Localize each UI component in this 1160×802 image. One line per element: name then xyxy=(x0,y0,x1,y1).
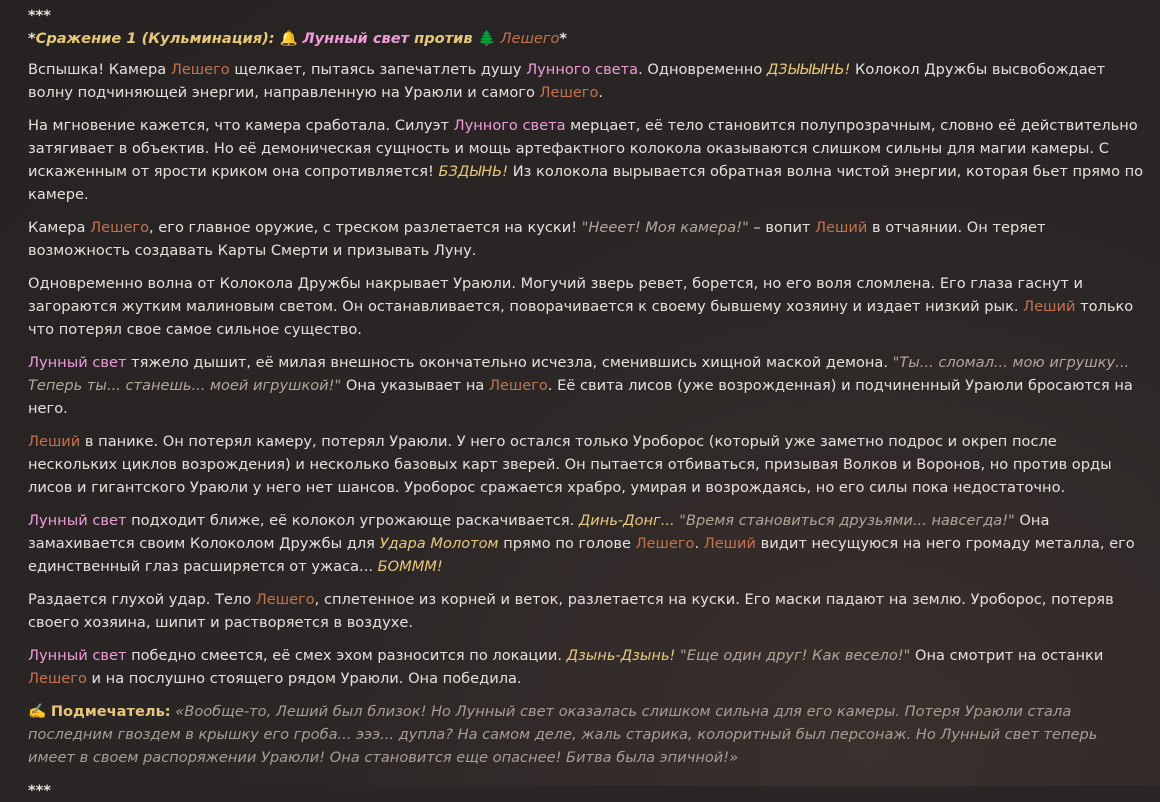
observer-text: «Вообще-то, Леший был близок! Но Лунный свет оказалась слишком сильна для его камеры. Потеря Ураюли стала последним гвоздем в крышку его гроба... эээ... дупла? На самом деле, жаль старика, колоритный был персонаж. Но Лунный свет теперь имеет в своем распоряжении Ураюли! Она становится еще опаснее! Битва была эпичной!» xyxy=(28,703,1098,766)
leshy-name: Леший xyxy=(1023,298,1076,315)
paragraph-4 xyxy=(28,272,1146,341)
sound-effect: Динь-Донг... xyxy=(578,512,675,529)
text: Вспышка! Камера xyxy=(28,61,171,78)
text: в отчаянии. Он теряет возможность создавать Карты Смерти и призывать Луну. xyxy=(28,219,1046,259)
text: . xyxy=(598,84,604,101)
leshy-name: Лешего xyxy=(539,84,599,101)
title-versus: против xyxy=(409,30,478,47)
sound-effect: ДЗЫЫЫНЬ! xyxy=(766,61,851,78)
text: Она смотрит на останки xyxy=(910,647,1104,664)
title-star-close: * xyxy=(559,30,568,47)
text: мерцает, её тело становится полупрозрачным, словно её действительно затягивает в объектив. Но её демоническая сущность и мощь артефактного колокола оказываются слишком сильны для магии камеры. С искаженным от ярости криком она сопротивляется! xyxy=(28,117,1138,180)
chat-message xyxy=(28,4,1146,802)
title-leshy-name: Лешего xyxy=(500,30,560,47)
leshy-name: Лешего xyxy=(90,219,150,236)
text: только что потерял свое самое сильное существо. xyxy=(28,298,1134,338)
paragraph-1 xyxy=(28,58,1146,104)
text: . Одновременно xyxy=(638,61,767,78)
text: в панике. Он потерял камеру, потерял Ураюли. У него остался только Уроборос (который уже заметно подрос и окреп после нескольких циклов возрождения) и несколько базовых карт зверей. Он пытается отбиваться, призывая Волков и Воронов, но против орды лисов и гигантского Ураюли у него нет шансов. Уроборос сражается храбро, умирая и возрождаясь, но его силы пока недостаточно. xyxy=(28,433,1112,496)
moonlight-name: Лунного света xyxy=(526,61,639,78)
move-name: Удара Молотом xyxy=(379,535,499,552)
text: тяжело дышит, её милая внешность окончательно исчезла, сменившись хищной маской демона. xyxy=(126,354,893,371)
text: . xyxy=(694,535,704,552)
bell-icon: 🔔 xyxy=(279,30,298,47)
paragraph-6 xyxy=(28,430,1146,499)
paragraph-9 xyxy=(28,644,1146,690)
paragraph-8 xyxy=(28,588,1146,634)
moonlight-name: Лунного света xyxy=(453,117,566,134)
moonlight-name: Лунный свет xyxy=(28,512,127,529)
sound-effect: Дзынь-Дзынь! xyxy=(566,647,676,664)
text: победно смеется, её смех эхом разносится по локации. xyxy=(126,647,567,664)
text: щелкает, пытаясь запечатлеть душу xyxy=(229,61,527,78)
separator-top: *** xyxy=(28,7,51,24)
quote: "Время становиться друзьями... навсегда!" xyxy=(679,512,1015,529)
leshy-name: Лешего xyxy=(28,670,87,687)
leshy-name: Лешего xyxy=(488,377,548,394)
observer-note xyxy=(28,700,1146,769)
text: Из колокола вырывается обратная волна чистой энергии, которая бьет прямо по камере. xyxy=(28,163,1144,203)
text: прямо по голове xyxy=(498,535,636,552)
text: видит несущуюся на него громаду металла, его единственный глаз расширяется от ужаса... xyxy=(28,535,1135,575)
battle-title xyxy=(28,27,1146,50)
leshy-name: Леший xyxy=(703,535,757,552)
leshy-name: Лешего xyxy=(255,591,315,608)
paragraph-2 xyxy=(28,114,1146,206)
text: . Её свита лисов (уже возрожденная) и подчиненный Ураюли бросаются на него. xyxy=(28,377,1133,417)
text: Колокол Дружбы высвобождает волну подчиняющей энергии, направленную на Ураюли и самого xyxy=(28,61,1106,101)
paragraph-7 xyxy=(28,509,1146,578)
paragraph-5 xyxy=(28,351,1146,420)
text: и на послушно стоящего рядом Ураюли. Она победила. xyxy=(86,670,522,687)
moonlight-name: Лунный свет xyxy=(28,647,127,664)
sound-effect: БОМММ! xyxy=(377,558,443,575)
title-moonlight-name: Лунный свет xyxy=(302,30,410,47)
text: Камера xyxy=(28,219,91,236)
sound-effect: БЗДЫНЬ! xyxy=(438,163,509,180)
leshy-name: Лешего xyxy=(170,61,230,78)
text: На мгновение кажется, что камера сработала. Силуэт xyxy=(28,117,454,134)
text: Она указывает на xyxy=(341,377,489,394)
text: Раздается глухой удар. Тело xyxy=(28,591,256,608)
quote: "Еще один друг! Как весело!" xyxy=(680,647,911,664)
writing-hand-icon: ✍️ xyxy=(28,703,47,720)
quote: "Ты... сломал... мою игрушку... Теперь ты... станешь... моей игрушкой!" xyxy=(28,354,1130,394)
text: – вопит xyxy=(748,219,816,236)
leshy-name: Лешего xyxy=(635,535,695,552)
leshy-name: Леший xyxy=(28,433,81,450)
text: Одновременно волна от Колокола Дружбы накрывает Ураюли. Могучий зверь ревет, борется, но его воля сломлена. Его глаза гаснут и загораются жутким малиновым светом. Он останавливается, поворачивается к своему бывшему хозяину и издает низкий рык. xyxy=(28,275,1083,315)
text: Она замахивается своим Колоколом Дружбы для xyxy=(28,512,1050,552)
moonlight-name: Лунный свет xyxy=(28,354,127,371)
title-star-open: * xyxy=(28,30,36,47)
text: , его главное оружие, с треском разлетается на куски! xyxy=(149,219,582,236)
observer-label: Подмечатель: xyxy=(50,703,171,720)
text: подходит ближе, её колокол угрожающе раскачивается. xyxy=(126,512,579,529)
leshy-name: Леший xyxy=(815,219,868,236)
text: , сплетенное из корней и веток, разлетается на куски. Его маски падают на землю. Уроборос, потеряв своего хозяина, шипит и растворяется в воздухе. xyxy=(28,591,1114,631)
title-prefix: Сражение 1 (Кульминация): xyxy=(35,30,280,47)
separator-bottom: *** xyxy=(28,782,51,799)
paragraph-3 xyxy=(28,216,1146,262)
quote: "Нееет! Моя камера!" xyxy=(581,219,749,236)
tree-icon: 🌲 xyxy=(477,30,496,47)
